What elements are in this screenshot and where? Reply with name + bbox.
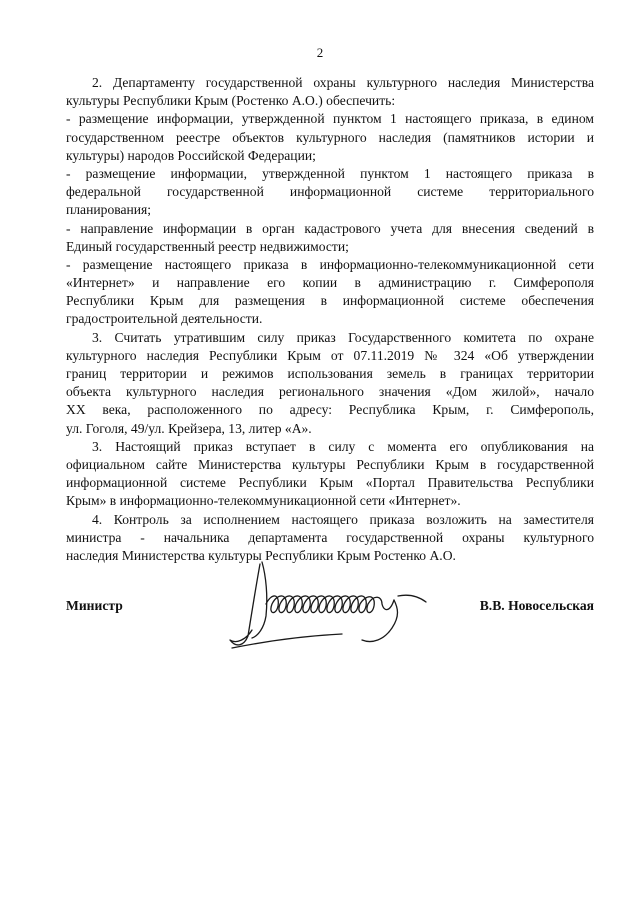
handwritten-signature — [222, 556, 452, 656]
signatory-name: В.В. Новосельская — [479, 598, 594, 613]
text-line: границ территории и режимов использования земель в границах территории — [66, 366, 594, 381]
text-line: министра - начальника департамента государственной охраны культурного — [66, 529, 594, 545]
text-line: 4. Контроль за исполнением настоящего приказа возложить на заместителя — [92, 511, 594, 527]
text-line: Крым» в информационно-телекоммуникационной сети «Интернет». — [66, 493, 461, 509]
signatory-title: Министр — [66, 598, 123, 613]
text-line: государственном реестре объектов культурного наследия (памятников истории и — [66, 129, 594, 145]
text-line: XX века, расположенного по адресу: Республика Крым, г. Симферополь, — [66, 402, 594, 418]
text-line: 3. Считать утратившим силу приказ Государственного комитета по охране — [92, 329, 594, 345]
text-line: Республики Крым для размещения в информационной системе обеспечения — [66, 293, 594, 309]
text-line: - направление информации в орган кадастрового учета для внесения сведений в — [66, 220, 594, 236]
page-number: 2 — [316, 45, 324, 60]
text-line: - размещение информации, утвержденной пунктом 1 настоящего приказа в — [66, 165, 594, 181]
text-line: градостроительной деятельности. — [66, 311, 263, 327]
text-line: - размещение настоящего приказа в информационно-телекоммуникационной сети — [66, 256, 594, 272]
text-line: наследия Министерства культуры Республики Крым Ростенко А.О. — [66, 547, 456, 563]
text-line: культуры Республики Крым (Ростенко А.О.) обеспечить: — [66, 93, 396, 109]
text-line: «Интернет» и направление его копии в администрацию г. Симферополя — [66, 275, 594, 291]
text-line: культуры) народов Российской Федерации; — [66, 147, 316, 163]
text-line: - размещение информации, утвержденной пунктом 1 настоящего приказа, в едином — [66, 111, 594, 127]
text-line: 3. Настоящий приказ вступает в силу с момента его опубликования на — [92, 438, 594, 454]
text-line: объекта культурного наследия регионального значения «Дом жилой», начало — [66, 384, 594, 400]
text-line: 2. Департаменту государственной охраны культурного наследия Министерства — [92, 75, 594, 90]
text-line: официальном сайте Министерства культуры Республики Крым в государственной — [66, 456, 594, 472]
text-line: федеральной государственной информационной системе территориального — [66, 184, 594, 200]
text-line: ул. Гоголя, 49/ул. Крейзера, 13, литер «А». — [66, 420, 312, 436]
document-body — [66, 74, 594, 565]
text-line: культурного наследия Республики Крым от 07.11.2019 № 324 «Об утверждении — [66, 347, 594, 363]
text-line: планирования; — [66, 202, 152, 218]
text-line: информационной системе Республики Крым «Портал Правительства Республики — [66, 475, 594, 491]
text-line: Единый государственный реестр недвижимости; — [66, 238, 349, 254]
